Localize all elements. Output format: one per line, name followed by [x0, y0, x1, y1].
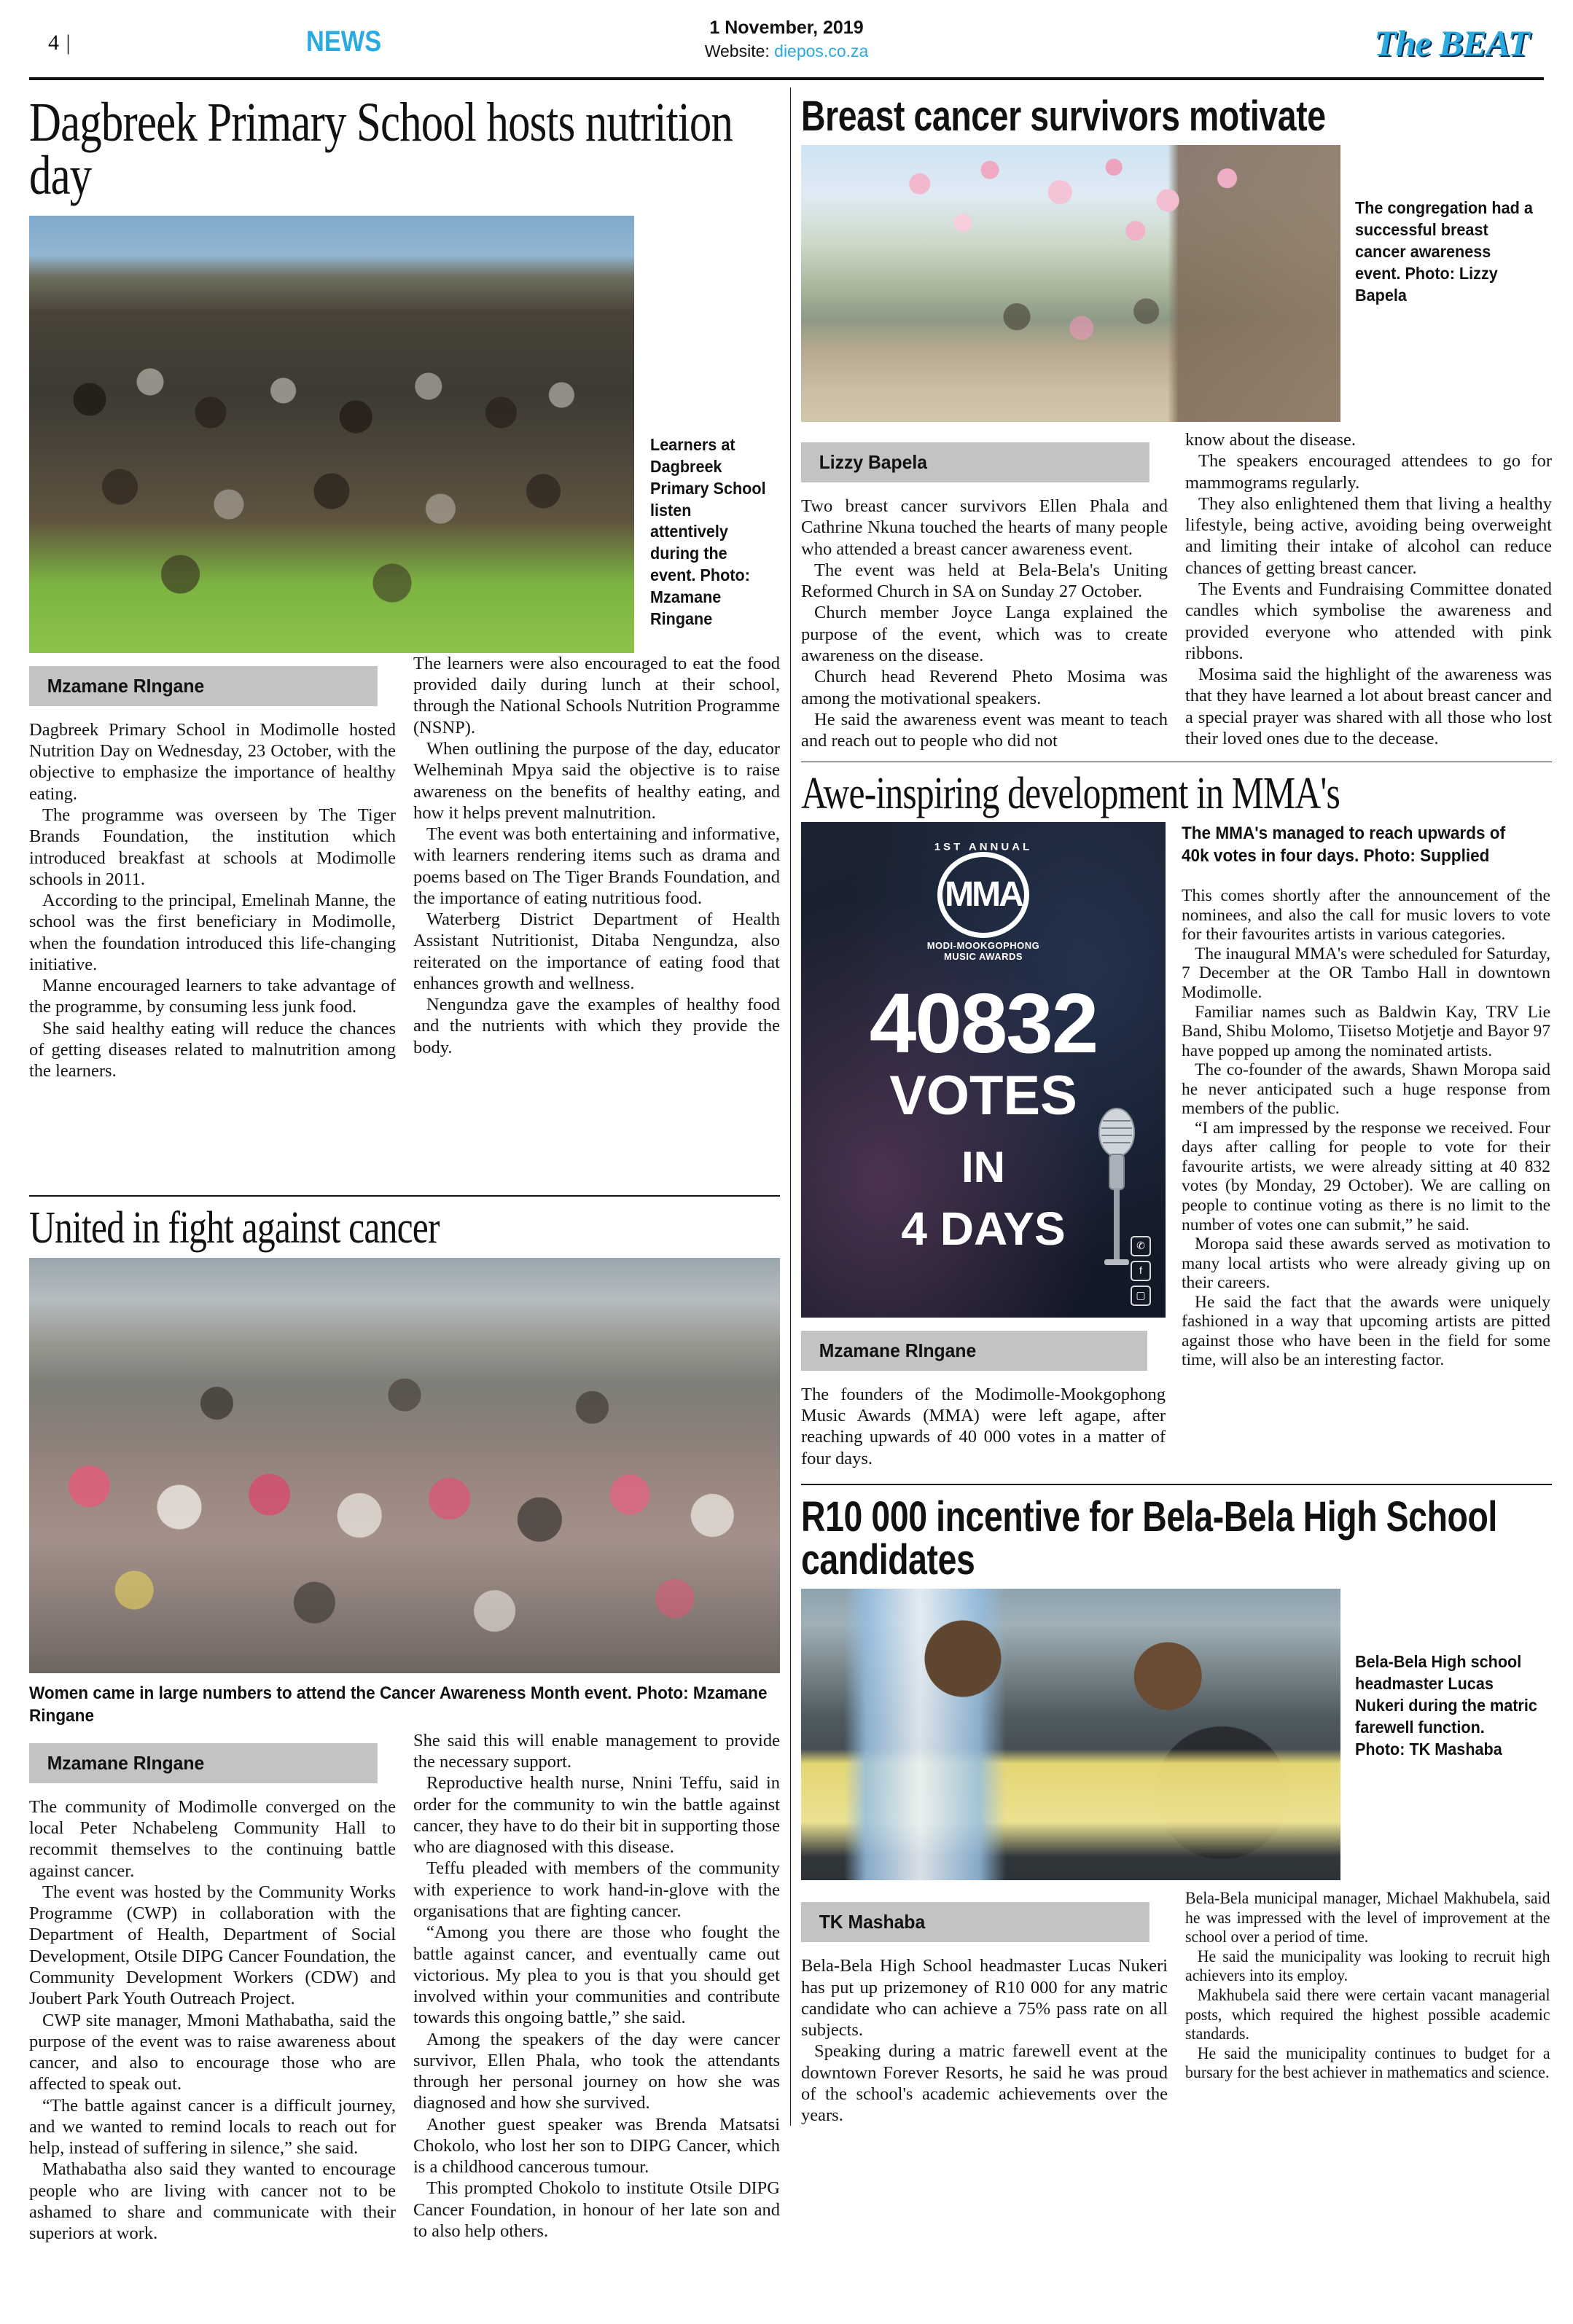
cancer-byline: Mzamane RIngane	[29, 1743, 378, 1783]
cancer-photo	[29, 1258, 780, 1673]
masthead-dateblock	[29, 17, 1544, 61]
paragraph: Manne encouraged learners to take advantage of the programme, by consuming less junk food.	[29, 976, 396, 1017]
paragraph: He said the fact that the awards were uniquely fashioned in a way that upcoming artists are pitted against those who have been in the field for some time, will also be an interesting factor.	[1182, 1292, 1550, 1370]
mma-in-label: IN	[961, 1142, 1005, 1192]
paragraph: Waterberg District Department of Health Assistant Nutritionist, Ditaba Nengundza, also reiterated on the importance of eating food that enhances growth and wellness.	[413, 909, 780, 993]
cancer-photo-caption: Women came in large numbers to attend the Cancer Awareness Month event. Photo: Mzamane Ringane	[29, 1683, 768, 1726]
paragraph: Moropa said these awards served as motivation to many local artists who were already giving up on their careers.	[1182, 1235, 1550, 1293]
mma-votes-label: VOTES	[889, 1064, 1077, 1127]
paragraph: Familiar names such as Baldwin Kay, TRV Lie Band, Shibu Molomo, Tiisetso Motjetje and Bayor 97 have popped up among the nominated artists.	[1182, 1002, 1550, 1060]
paragraph: “I am impressed by the response we received. Four days after calling for people to vote for their favourite artists, we were already sitting at 40 832 votes (by Monday, 29 October). We are calling on people to continue voting as there is no limit to the number of votes one can submit,” he said.	[1182, 1118, 1550, 1235]
mma-sub2: MUSIC AWARDS	[943, 950, 1023, 962]
paragraph: She said this will enable management to provide the necessary support.	[413, 1730, 780, 1772]
paragraph: Dagbreek Primary School in Modimolle hosted Nutrition Day on Wednesday, 23 October, with the objective to emphasize the importance of healthy eating.	[29, 719, 396, 804]
paragraph: Makhubela said there were certain vacant managerial posts, which required the highest possible academic standards.	[1185, 1985, 1550, 2044]
mma-headline: Awe-inspiring development in MMA's	[801, 769, 1340, 819]
bela-photo-caption: Bela-Bela High school headmaster Lucas Nukeri during the matric farewell function. Photo: TK Mashaba	[1355, 1652, 1537, 1758]
paragraph: The event was hosted by the Community Works Programme (CWP) in collaboration with the Department of Health, Department of Social Development, Otsile DIPG Cancer Foundation, the Community Development Workers (CDW) and Joubert Park Youth Outreach Project.	[29, 1882, 396, 2009]
school-byline: Mzamane RIngane	[29, 666, 378, 706]
page-folio: 4 |	[48, 31, 71, 55]
paragraph: know about the disease.	[1185, 430, 1357, 450]
paragraph: “Among you there are those who fought the battle against cancer, and eventually came out victorious. My plea to you is that you should get involved within your communities and contribute towards this ongoing battle,” she said.	[413, 1922, 780, 2028]
breast-body-col1	[801, 496, 1168, 751]
section-label-news: NEWS	[306, 26, 382, 58]
paragraph: Church member Joyce Langa explained the purpose of the event, which was to create awareness on the disease.	[801, 603, 1168, 666]
masthead-rule	[29, 77, 1544, 80]
paragraph: According to the principal, Emelinah Manne, the school was the first beneficiary in Modimolle, when the foundation introduced this life-changing initiative.	[29, 891, 396, 974]
mma-vote-count: 40832	[869, 975, 1098, 1071]
paragraph: CWP site manager, Mmoni Mathabatha, said the purpose of the event was to raise awareness about cancer, and also to encourage those who are affected to speak out.	[29, 2010, 396, 2094]
poster-social-icons	[1131, 1232, 1150, 1306]
paragraph: He said the municipality was looking to recruit high achievers into its employ.	[1185, 1947, 1550, 1986]
bela-body-col2	[1185, 1889, 1550, 2082]
paragraph: Church head Reverend Pheto Mosima was among the motivational speakers.	[801, 667, 1168, 708]
mma-days-label: 4 DAYS	[901, 1202, 1066, 1255]
school-photo-caption: Learners at Dagbreek Primary School listen attentively during the event. Photo: Mzamane Ringane	[650, 434, 766, 629]
paragraph: Nengundza gave the examples of healthy food and the nutrients with which they provide the body.	[413, 995, 780, 1057]
brand-the: The	[1374, 23, 1431, 63]
mma-logo	[927, 841, 1040, 962]
paragraph: The inaugural MMA's were scheduled for Saturday, 7 December at the OR Tambo Hall in downtown Modimolle.	[1182, 944, 1550, 1002]
publication-date: 1 November, 2019	[709, 17, 864, 38]
website-url-link[interactable]: diepos.co.za	[774, 42, 869, 60]
bela-photo	[801, 1589, 1340, 1880]
school-body-col2	[413, 653, 780, 1058]
instagram-icon: ▢	[1131, 1286, 1151, 1306]
cancer-top-rule	[29, 1195, 780, 1197]
mma-sub1: MODI-MOOKGOPHONG	[926, 939, 1040, 951]
paragraph: Bela-Bela municipal manager, Michael Makhubela, said he was impressed with the level of improvement at the school over a period of time.	[1185, 1889, 1550, 1947]
school-body-col1	[29, 719, 396, 1082]
paragraph: “The battle against cancer is a difficult journey, and we wanted to remind locals to reach out for help, instead of suffering in silence,” she said.	[29, 2095, 396, 2159]
twitter-icon: ✆	[1131, 1236, 1151, 1256]
paragraph: Mosima said the highlight of the awareness was that they have learned a lot about breast cancer and a special prayer was shared with all those who lost their loved ones due to the decease.	[1185, 665, 1552, 748]
breast-headline: Breast cancer survivors motivate	[801, 93, 1326, 140]
website-label: Website:	[704, 42, 770, 60]
paragraph: They also enlightened them that living a healthy lifestyle, being active, avoiding being overweight and limiting their intake of alcohol can reduce chances of getting breast cancer.	[1185, 493, 1552, 578]
cancer-body-col2	[413, 1730, 780, 2242]
paragraph: She said healthy eating will reduce the chances of getting diseases related to malnutrition among the learners.	[29, 1018, 396, 1081]
cancer-headline: United in fight against cancer	[29, 1203, 440, 1253]
breast-body-col2	[1185, 429, 1552, 749]
paragraph: The programme was overseen by The Tiger Brands Foundation, the institution which introduced breakfast at schools at Modimolle schools in 2011.	[29, 805, 396, 889]
mma-photo-caption: The MMA's managed to reach upwards of 40k votes in four days. Photo: Supplied	[1182, 823, 1506, 866]
paragraph: Teffu pleaded with members of the community with experience to work hand-in-glove with the organisations that are fighting cancer.	[413, 1858, 780, 1922]
facebook-icon: f	[1131, 1261, 1151, 1281]
mma-annual-label: 1ST ANNUAL	[934, 841, 1033, 853]
paragraph: Speaking during a matric farewell event at the downtown Forever Resorts, he said he was proud of the school's academic achievements over the years.	[801, 2041, 1168, 2126]
article-cancer	[29, 1195, 780, 2244]
breast-byline: Lizzy Bapela	[801, 442, 1150, 482]
paragraph: Among the speakers of the day were cancer survivor, Ellen Phala, who took the attendants through her personal journey on how she was diagnosed and how she survived.	[413, 2029, 780, 2113]
bela-byline: TK Mashaba	[801, 1902, 1150, 1942]
school-photo	[29, 216, 634, 653]
breast-photo	[801, 145, 1340, 422]
paragraph: The community of Modimolle converged on the local Peter Nchabeleng Community Hall to recommit themselves to the continuing battle against cancer.	[29, 1796, 396, 1881]
mma-poster-photo	[801, 822, 1166, 1318]
bela-headline: R10 000 incentive for Bela-Bela High School candidates	[801, 1492, 1497, 1584]
paragraph: The speakers encouraged attendees to go for mammograms regularly.	[1185, 451, 1552, 493]
mma-body-col2	[1182, 886, 1550, 1370]
mma-body-col1	[801, 1384, 1166, 1469]
paragraph: Two breast cancer survivors Ellen Phala and Cathrine Nkuna touched the hearts of many people who attended a breast cancer awareness event.	[801, 496, 1168, 559]
brand-logo	[1374, 22, 1529, 64]
article-breast-cancer	[801, 87, 1552, 2126]
paragraph: The event was held at Bela-Bela's Uniting Reformed Church in SA on Sunday 27 October.	[801, 560, 1168, 602]
paragraph: Bela-Bela High School headmaster Lucas Nukeri has put up prizemoney of R10 000 for any matric candidate who can achieve a 75% pass rate on all subjects.	[801, 1956, 1168, 2041]
paragraph: When outlining the purpose of the day, educator Welheminah Mpya said the objective is to raise awareness on the benefits of healthy eating, and how it helps prevent malnutrition.	[413, 738, 780, 823]
website-line	[29, 42, 1544, 61]
paragraph: The learners were also encouraged to eat the food provided daily during lunch at their school, through the National Schools Nutrition Programme (NSNP).	[413, 653, 780, 738]
school-headline: Dagbreek Primary School hosts nutrition day	[29, 92, 733, 206]
paragraph: The Events and Fundraising Committee donated candles which symbolise the awareness and provided everyone who attended with pink ribbons.	[1185, 579, 1552, 663]
paragraph: The co-founder of the awards, Shawn Moropa said he never anticipated such a huge response from members of the public.	[1182, 1060, 1550, 1119]
bela-top-rule	[801, 1484, 1552, 1485]
breast-photo-caption: The congregation had a successful breast cancer awareness event. Photo: Lizzy Bapela	[1355, 198, 1533, 305]
paragraph: Reproductive health nurse, Nnini Teffu, said in order for the community to win the battle against cancer, they have to do their bit in supporting those who are diagnosed with this disease.	[413, 1773, 780, 1858]
bela-body-col1	[801, 1955, 1168, 2126]
paragraph: The event was both entertaining and informative, with learners rendering items such as drama and poems based on The Tiger Brands Foundation, and the importance of eating nutritious food.	[413, 824, 780, 908]
paragraph: Another guest speaker was Brenda Matsatsi Chokolo, who lost her son to DIPG Cancer, which is a childhood cancerous tumour.	[413, 2114, 780, 2178]
paragraph: The founders of the Modimolle-Mookgophong Music Awards (MMA) were left agape, after reaching upwards of 40 000 votes in a matter of four days.	[801, 1384, 1166, 1468]
page-masthead	[29, 0, 1544, 77]
column-divider	[790, 87, 791, 2126]
brand-beat: BEAT	[1439, 23, 1529, 63]
mma-byline: Mzamane RIngane	[801, 1331, 1147, 1371]
paragraph: He said the awareness event was meant to teach and reach out to people who did not	[801, 709, 1168, 751]
paragraph: This comes shortly after the announcement of the nominees, and also the call for music lovers to vote for their favourites artists in various categories.	[1182, 886, 1550, 944]
paragraph: This prompted Chokolo to institute Otsile DIPG Cancer Foundation, in honour of her late son and to also help others.	[413, 2178, 780, 2241]
mma-ring-logo: MMA	[937, 852, 1029, 938]
paragraph: Mathabatha also said they wanted to encourage people who are living with cancer not to be ashamed to share and communicate with their superiors at work.	[29, 2159, 396, 2244]
paragraph: He said the municipality continues to budget for a bursary for the best achiever in mathematics and science.	[1185, 2043, 1550, 2083]
cancer-body-col1	[29, 1796, 396, 2245]
